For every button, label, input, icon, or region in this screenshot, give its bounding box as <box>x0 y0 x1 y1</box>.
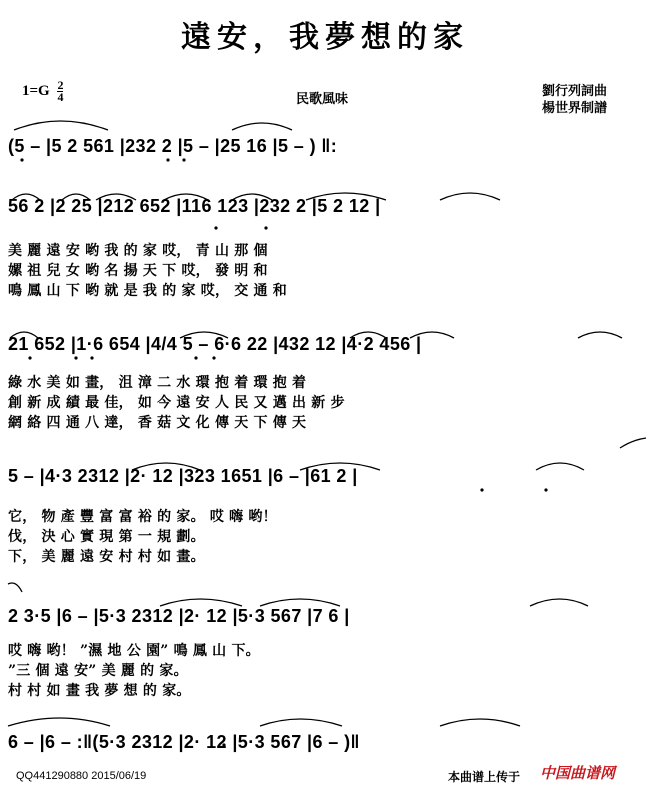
notation-system-2: 56 2 |2 25 |212 652 |116 123 |232 2 |5 2 12 | <box>8 196 381 216</box>
lyrics-verse-3-line-2: 網 絡 四 通 八 達， 香 菇 文 化 傳 天 下 傳 天 <box>8 415 307 431</box>
footer-upload-text: 本曲谱上传于 <box>448 770 521 784</box>
lyrics-verse-3-line-1: 鳴 鳳 山 下 哟 就 是 我 的 家 哎， 交 通 和 <box>8 283 287 299</box>
time-top: 2 <box>57 78 64 92</box>
credit-arranger: 楊世界制譜 <box>542 101 608 116</box>
notation-system-1: (5 – |5 2 561 |232 2 |5 – |25 16 |5 – ) ‖: <box>8 136 338 156</box>
lyrics-verse-1-line-2: 綠 水 美 如 畫， 沮 漳 二 水 環 抱 着 環 抱 着 <box>8 375 307 391</box>
site-logo: 中国曲谱网 <box>540 764 616 782</box>
lyrics-verse-2-line-2: 創 新 成 績 最 佳， 如 今 遠 安 人 民 又 邁 出 新 步 <box>8 395 345 411</box>
lyrics-verse-3-line-4: 村 村 如 畫 我 夢 想 的 家。 <box>8 683 191 699</box>
footer-id-date: QQ441290880 2015/06/19 <box>16 770 147 782</box>
time-bottom: 4 <box>57 90 64 104</box>
lyrics-verse-2-line-1: 嫘 祖 兒 女 哟 名 揚 天 下 哎， 發 明 和 <box>8 263 268 279</box>
key-label: 1=G <box>22 82 50 99</box>
notation-system-6: 6 – |6 – :‖(5·3 2312 |2· 12 |5·3 567 |6 – )‖ <box>8 732 360 752</box>
lyrics-verse-3-line-3: 下， 美 麗 遠 安 村 村 如 畫。 <box>8 549 205 565</box>
lyrics-verse-2-line-3: 伐， 決 心 實 現 第 一 規 劃。 <box>8 529 205 545</box>
page-title: 遠安，我夢想的家 <box>181 20 469 55</box>
lyrics-verse-1-line-1: 美 麗 遠 安 哟 我 的 家 哎， 青 山 那 個 <box>8 243 268 259</box>
lyrics-verse-1-line-3: 它， 物 產 豐 富 富 裕 的 家。 哎 嗨 哟！ <box>8 509 277 525</box>
lyrics-verse-2-line-4: ”三 個 遠 安” 美 麗 的 家。 <box>8 663 188 679</box>
notation-system-3: 21 652 |1·6 654 |4/4 5 – 6·6 22 |432 12 |4·2 456 | <box>8 334 422 354</box>
lyrics-verse-1-line-4: 哎 嗨 哟！ ”濕 地 公 園” 鳴 鳳 山 下。 <box>8 643 260 659</box>
notation-system-5: 2 3·5 |6 – |5·3 2312 |2· 12 |5·3 567 |7 6 | <box>8 606 350 626</box>
style-note: 民歌風味 <box>296 92 349 107</box>
notation-system-4: 5 – |4·3 2312 |2· 12 |323 1651 |6 – |61 2 | <box>8 466 358 486</box>
credit-lyrics-music: 劉行列詞曲 <box>542 84 608 99</box>
